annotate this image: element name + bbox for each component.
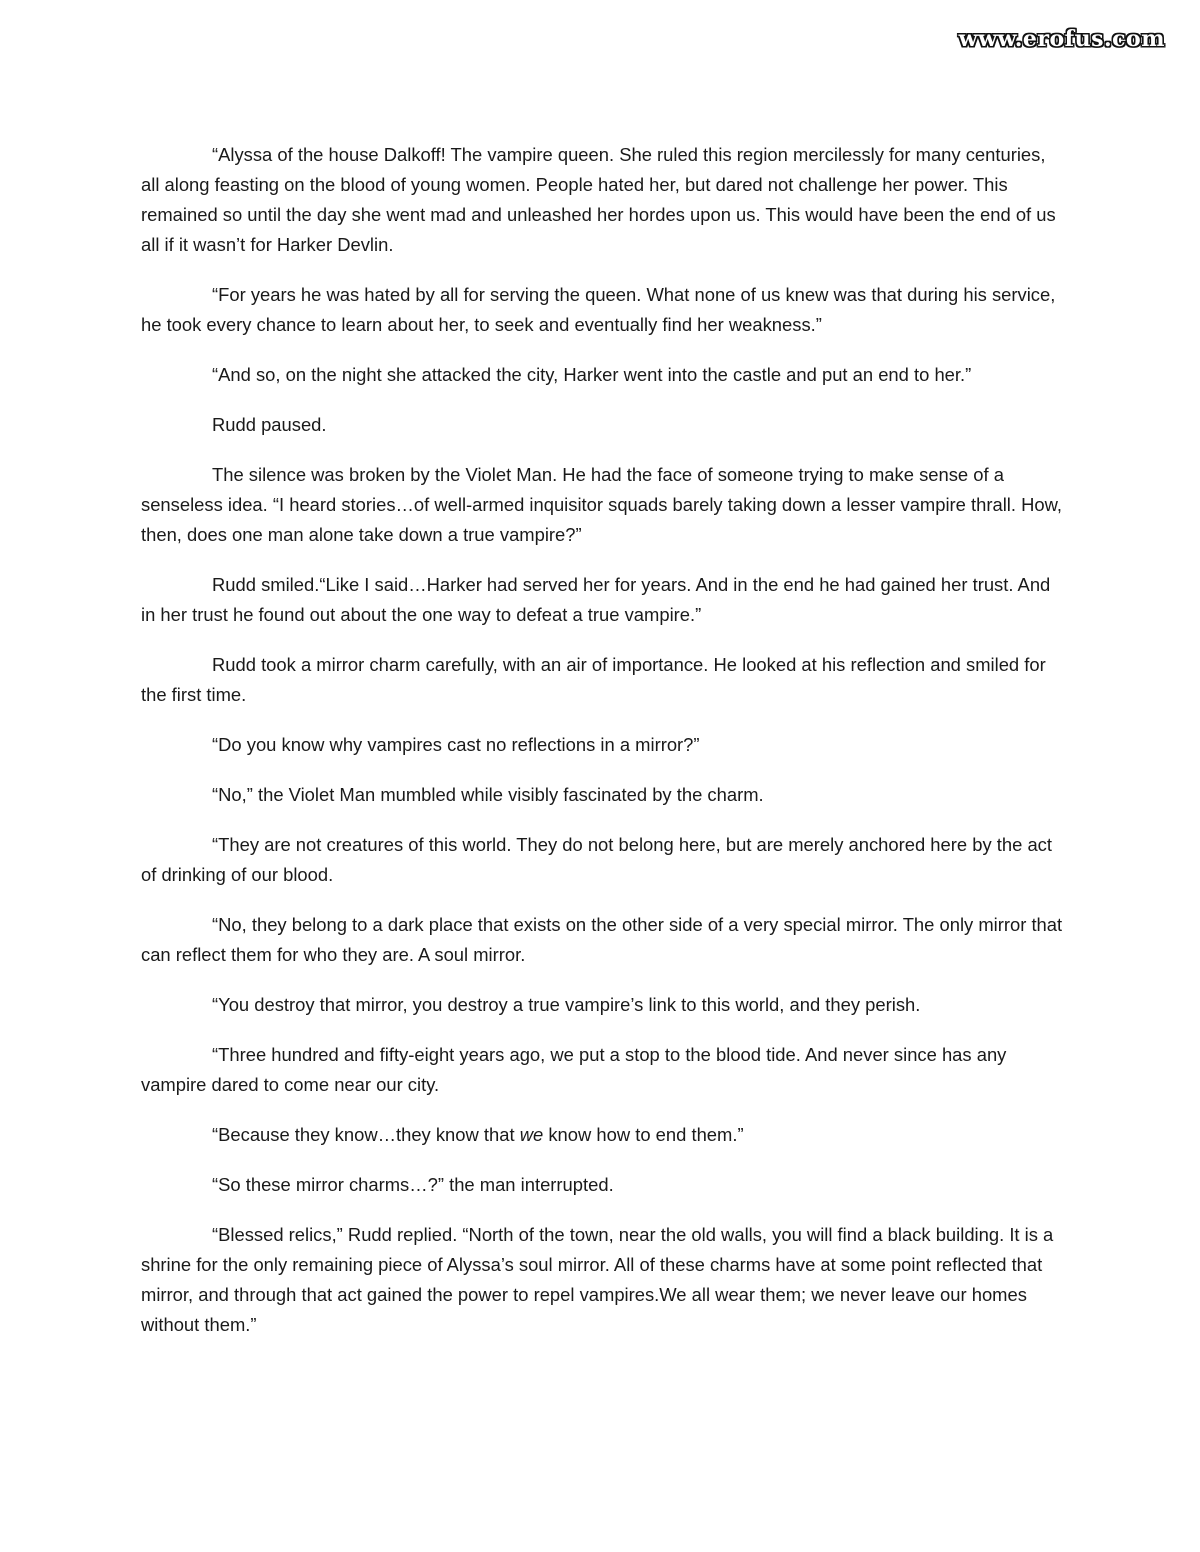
paragraph-10: “They are not creatures of this world. They do not belong here, but are merely anchored here by the act of drinking of our blood. <box>141 834 1052 885</box>
paragraph-16: “Blessed relics,” Rudd replied. “North of the town, near the old walls, you will find a black building. It is a shrine for the only remaining piece of Alyssa’s soul mirror. All of these charms have at some point reflected that mirror, and through that act gained the power to repel vampires.We all wear them; we never leave our homes without them.” <box>141 1224 1054 1335</box>
paragraph-14-start: “Because they know…they know that <box>212 1124 520 1145</box>
paragraph-1: “Alyssa of the house Dalkoff! The vampire queen. She ruled this region mercilessly for many centuries, all along feasting on the blood of young women. People hated her, but dared not challenge her power. This remained so until the day she went mad and unleashed her hordes upon us. This would have been the end of us all if it wasn’t for Harker Devlin. <box>141 144 1056 255</box>
document-page <box>141 140 1066 1340</box>
paragraph-14-end: know how to end them.” <box>543 1124 744 1145</box>
paragraph-5: The silence was broken by the Violet Man. He had the face of someone trying to make sense of a senseless idea. “I heard stories…of well-armed inquisitor squads barely taking down a lesser vampire thrall. How, then, does one man alone take down a true vampire?” <box>141 464 1062 545</box>
paragraph-14 <box>141 1120 1066 1150</box>
paragraph-6: Rudd smiled.“Like I said…Harker had served her for years. And in the end he had gained her trust. And in her trust he found out about the one way to defeat a true vampire.” <box>141 574 1051 625</box>
paragraph-15: “So these mirror charms…?” the man interrupted. <box>212 1174 614 1195</box>
paragraph-14-emphasis: we <box>519 1124 544 1145</box>
paragraph-11: “No, they belong to a dark place that exists on the other side of a very special mirror. The only mirror that can reflect them for who they are. A soul mirror. <box>141 914 1063 965</box>
paragraph-9: “No,” the Violet Man mumbled while visibly fascinated by the charm. <box>212 784 764 805</box>
paragraph-2: “For years he was hated by all for serving the queen. What none of us knew was that during his service, he took every chance to learn about her, to seek and eventually find her weakness.” <box>141 284 1056 335</box>
paragraph-7: Rudd took a mirror charm carefully, with an air of importance. He looked at his reflection and smiled for the first time. <box>141 654 1046 705</box>
paragraph-12: “You destroy that mirror, you destroy a true vampire’s link to this world, and they perish. <box>212 994 921 1015</box>
paragraph-13: “Three hundred and fifty-eight years ago, we put a stop to the blood tide. And never since has any vampire dared to come near our city. <box>141 1044 1007 1095</box>
paragraph-8: “Do you know why vampires cast no reflections in a mirror?” <box>212 734 700 755</box>
paragraph-4: Rudd paused. <box>212 414 327 435</box>
site-watermark: www.erofus.com <box>958 26 1165 52</box>
paragraph-3: “And so, on the night she attacked the city, Harker went into the castle and put an end to her.” <box>212 364 972 385</box>
